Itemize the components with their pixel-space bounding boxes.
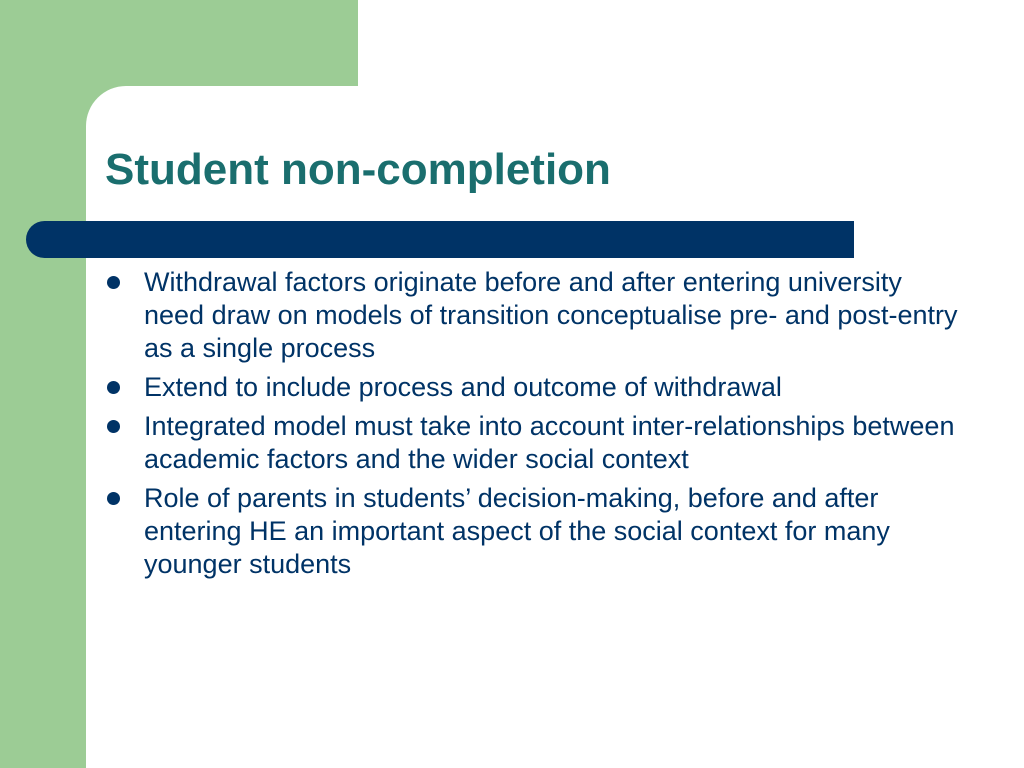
bullet-dot-icon <box>107 381 120 394</box>
bullet-item <box>104 371 964 404</box>
bullet-text: Role of parents in students’ decision-making, before and after entering HE an important aspect of the social context for many younger students <box>144 483 890 579</box>
bullet-item <box>104 482 964 581</box>
bullet-dot-icon <box>107 420 120 433</box>
bullet-item <box>104 266 964 365</box>
bullet-text: Extend to include process and outcome of withdrawal <box>144 372 782 402</box>
bullet-text: Withdrawal factors originate before and after entering university need draw on models of transition conceptualise pre- and post-entry as a single process <box>144 267 958 363</box>
bullet-item <box>104 410 964 476</box>
bullet-dot-icon <box>107 276 120 289</box>
bullet-text: Integrated model must take into account inter-relationships between academic factors and the wider social context <box>144 411 955 474</box>
slide-title: Student non-completion <box>105 145 611 194</box>
title-underline-bar <box>26 221 854 258</box>
bullet-list <box>104 266 964 587</box>
bullet-dot-icon <box>107 492 120 505</box>
